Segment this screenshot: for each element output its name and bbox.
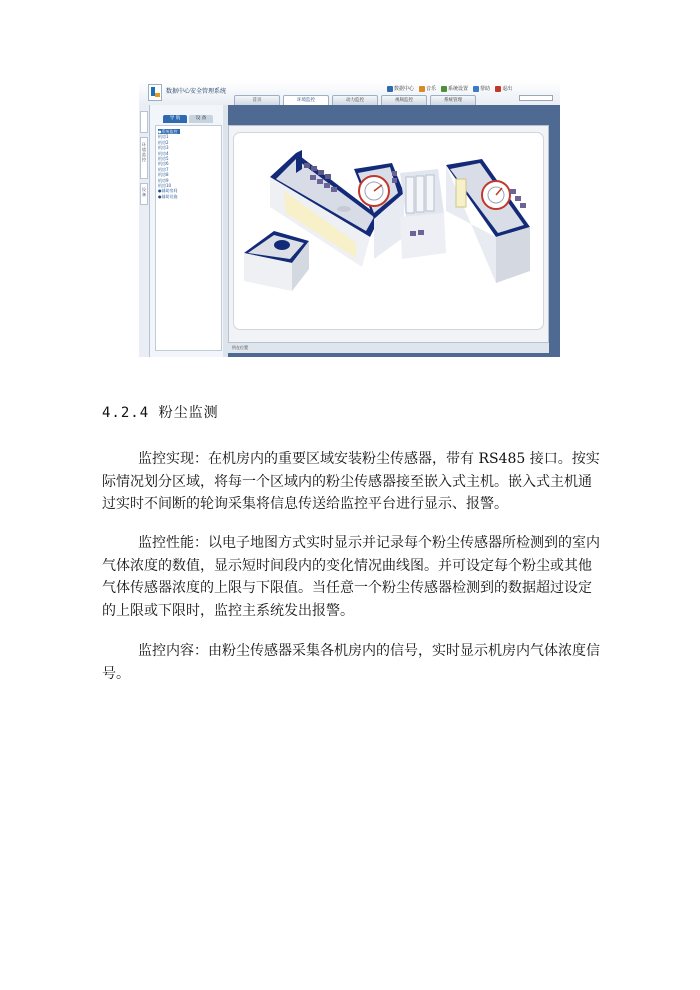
toolbar-item[interactable] xyxy=(419,85,436,92)
toolbar-item[interactable] xyxy=(387,85,414,92)
floor-map-frame xyxy=(233,132,544,330)
tree-item[interactable]: ●系统监控 xyxy=(158,129,180,134)
auxiliary-room-model xyxy=(244,231,309,291)
music-icon xyxy=(419,86,425,92)
toolbar-item[interactable] xyxy=(441,85,468,92)
tree-item[interactable]: 机房3 xyxy=(158,145,169,151)
tree-tab-device[interactable]: 设 备 xyxy=(189,115,213,123)
main-tab[interactable]: 动力监控 xyxy=(332,95,378,105)
gear-icon xyxy=(441,86,447,92)
tree-item[interactable]: ●辅助房间 xyxy=(158,188,178,194)
tree-tab-navigation[interactable]: 导 航 xyxy=(163,115,187,123)
toolbar xyxy=(387,85,517,94)
toolbar-item-label: 数据中心 xyxy=(394,86,415,92)
tree-item[interactable]: 机房5 xyxy=(158,156,169,162)
main-tabs xyxy=(234,95,479,105)
datacenter-3d-floorplan[interactable] xyxy=(234,133,544,330)
paragraph-monitoring-implementation: 监控实现：在机房内的重要区域安装粉尘传感器，带有 RS485 接口。按实际情况划分区域，将每一个区域内的粉尘传感器接至嵌入式主机。嵌入式主机通过实时不间断的轮询采集将信息传送给监控平台进行显示、报警。 xyxy=(102,451,600,512)
search-input[interactable] xyxy=(519,95,553,101)
help-icon xyxy=(473,86,479,92)
tree-item[interactable]: 机房9 xyxy=(158,177,169,183)
tree-item[interactable]: 机房1 xyxy=(158,134,169,140)
tree-item[interactable]: 机房8 xyxy=(158,172,169,178)
toolbar-item-label: 系统设置 xyxy=(448,86,469,92)
room-tree xyxy=(155,125,222,351)
cabinet-row-model xyxy=(400,169,446,259)
tree-item[interactable]: 机房6 xyxy=(158,161,169,167)
side-tab-empty[interactable] xyxy=(140,111,148,133)
tree-item[interactable]: 机房2 xyxy=(158,139,169,145)
tree-item[interactable]: 机房10 xyxy=(158,183,172,189)
right-room-model xyxy=(446,159,530,283)
map-viewer xyxy=(228,125,549,343)
tree-tabs xyxy=(163,115,215,123)
location-label: 所在位置 xyxy=(232,345,248,350)
monitor-icon xyxy=(387,86,393,92)
toolbar-item[interactable] xyxy=(473,85,490,92)
toolbar-item-label: 帮助 xyxy=(480,86,491,92)
app-logo-icon xyxy=(148,84,162,101)
main-tab[interactable]: 首页 xyxy=(234,95,280,105)
app-header xyxy=(139,81,560,105)
toolbar-item[interactable] xyxy=(495,85,512,92)
toolbar-item-label: 音乐 xyxy=(426,86,437,92)
toolbar-item-label: 退出 xyxy=(502,86,513,92)
navigation-panel xyxy=(150,105,223,357)
paragraph-monitoring-content: 监控内容：由粉尘传感器采集各机房内的信号，实时显示机房内气体浓度信号。 xyxy=(102,643,600,682)
status-bar xyxy=(228,343,549,353)
monitoring-software-screenshot xyxy=(139,81,560,357)
tree-item[interactable]: ●辅助设施 xyxy=(158,193,178,199)
exit-icon xyxy=(495,86,501,92)
section-heading: 4.2.4 粉尘监测 xyxy=(102,405,219,421)
tree-item[interactable]: 机房7 xyxy=(158,166,169,172)
side-tab-device[interactable]: 设备 xyxy=(140,183,148,205)
tree-item[interactable]: 机房4 xyxy=(158,150,169,156)
paragraph-monitoring-performance: 监控性能：以电子地图方式实时显示并记录每个粉尘传感器所检测到的室内气体浓度的数值，显示短时间段内的变化情况曲线图。并可设定每个粉尘或其他气体传感器浓度的上限与下限值。当任意一个粉尘传感器检测到的数据超过设定的上限或下限时，监控主系统发出报警。 xyxy=(102,535,600,619)
main-tab[interactable]: 系统管理 xyxy=(430,95,476,105)
main-tab[interactable]: 视频监控 xyxy=(381,95,427,105)
app-title: 数据中心安全管理系统 xyxy=(166,88,227,95)
side-tab-strip xyxy=(139,105,150,357)
side-tab-environment[interactable]: 环境监控 xyxy=(140,137,148,179)
main-tab[interactable]: 环境监控 xyxy=(283,95,329,105)
